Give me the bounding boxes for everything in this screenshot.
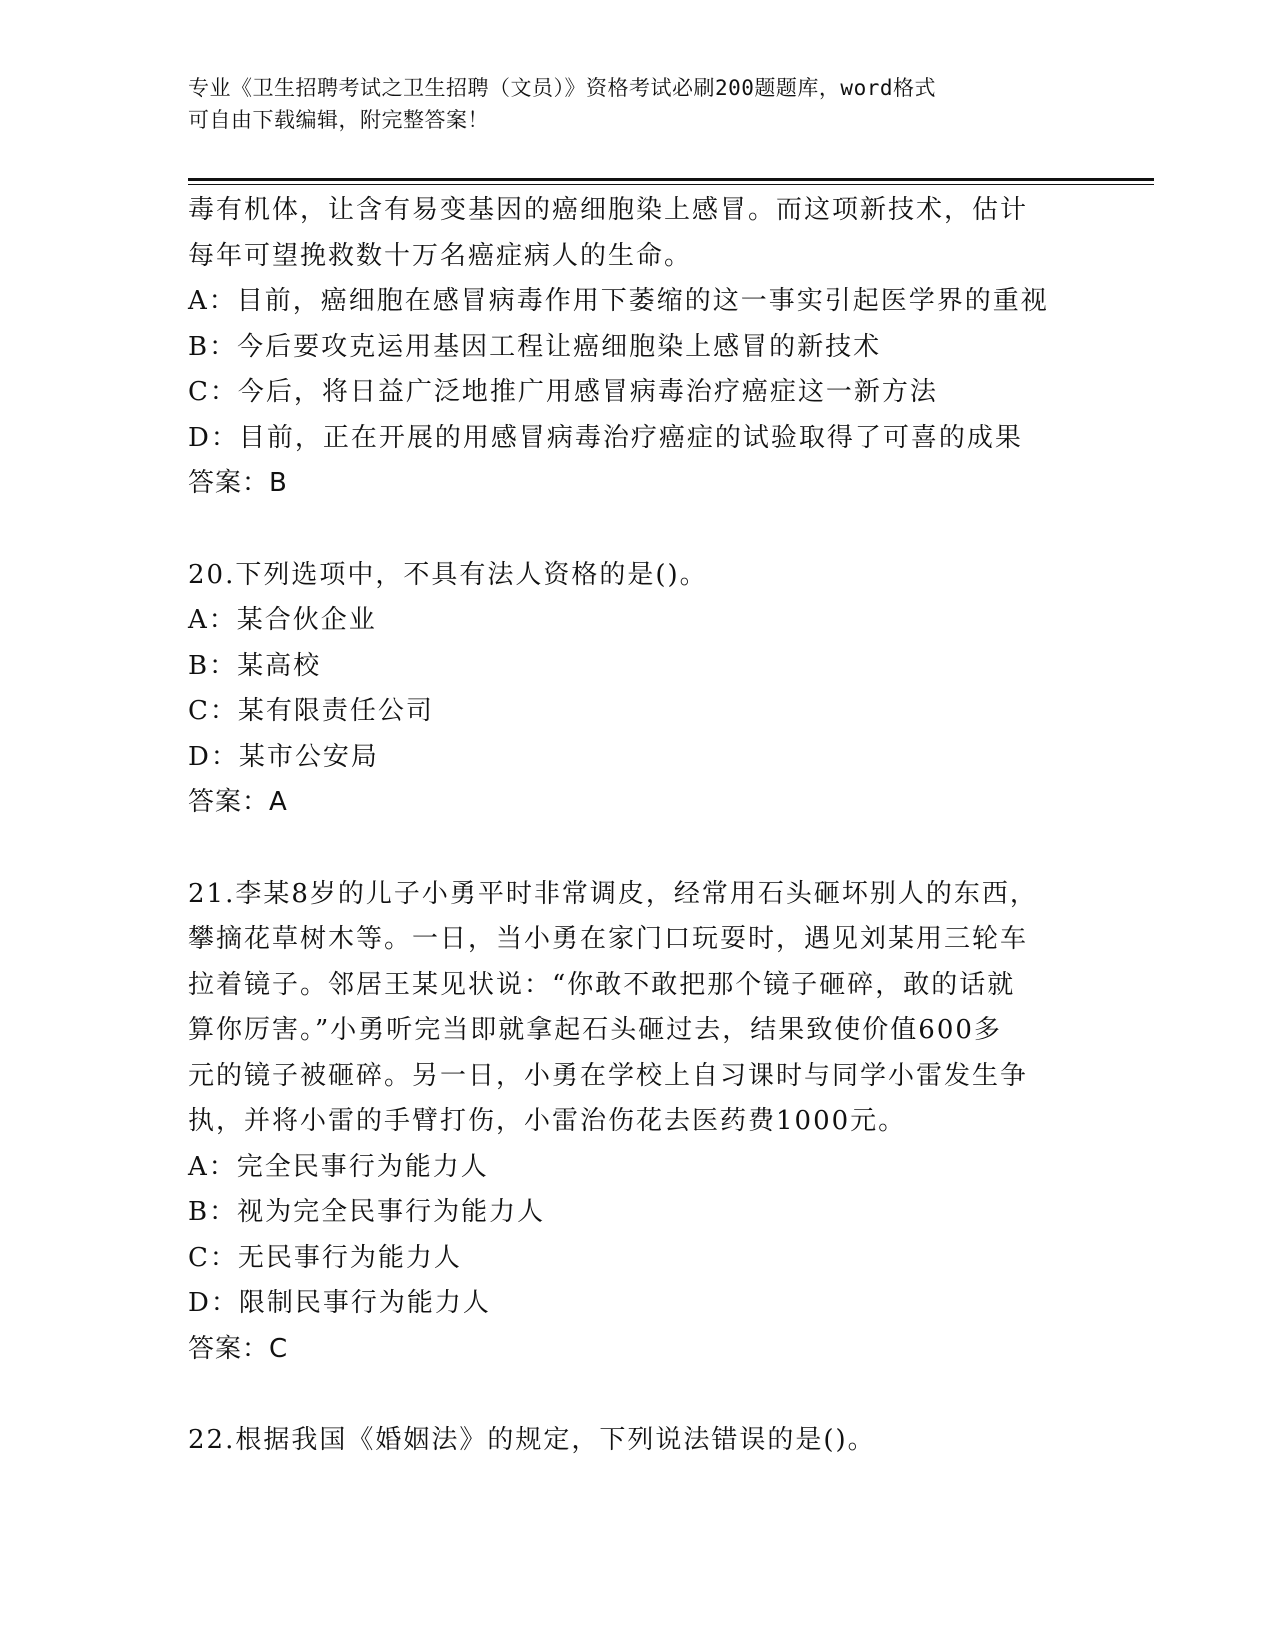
q21-stem-line: 拉着镜子。邻居王某见状说：“你敢不敢把那个镜子砸碎，敢的话就 <box>188 969 1016 1000</box>
q21-stem-line: 执，并将小雷的手臂打伤，小雷治伤花去医药费1000元。 <box>188 1106 907 1136</box>
q19-answer: 答案：B <box>188 468 288 498</box>
q20-option-a: A：某合伙企业 <box>188 605 377 635</box>
q20-option-c: C：某有限责任公司 <box>188 696 434 726</box>
q20-option-b: B：某高校 <box>188 650 322 681</box>
spacer <box>188 826 1088 872</box>
header-title-line-1: 专业《卫生招聘考试之卫生招聘（文员）》资格考试必刷200题题库，word格式 <box>188 76 936 100</box>
q19-option-a: A：目前，癌细胞在感冒病毒作用下萎缩的这一事实引起医学界的重视 <box>188 286 1049 316</box>
document-body <box>188 188 1088 1464</box>
q21-stem-line: 攀摘花草树木等。一日，当小勇在家门口玩耍时，遇见刘某用三轮车 <box>188 924 1029 954</box>
spacer <box>188 1372 1088 1418</box>
q19-option-d: D：目前，正在开展的用感冒病毒治疗癌症的试验取得了可喜的成果 <box>188 422 1023 453</box>
q22-stem: 22.根据我国《婚姻法》的规定，下列说法错误的是()。 <box>188 1425 876 1455</box>
passage-line: 每年可望挽救数十万名癌症病人的生命。 <box>188 240 693 271</box>
q21-option-d: D：限制民事行为能力人 <box>188 1288 491 1318</box>
header-divider-thin <box>188 184 1154 185</box>
header-title-line-2: 可自由下载编辑，附完整答案！ <box>188 108 489 132</box>
q21-option-b: B：视为完全民事行为能力人 <box>188 1197 546 1227</box>
q21-option-c: C：无民事行为能力人 <box>188 1242 462 1273</box>
q21-stem-line: 21.李某8岁的儿子小勇平时非常调皮，经常用石头砸坏别人的东西， <box>188 878 1038 909</box>
q20-stem: 20.下列选项中，不具有法人资格的是()。 <box>188 559 708 590</box>
spacer <box>188 507 1088 553</box>
q19-option-b: B：今后要攻克运用基因工程让癌细胞染上感冒的新技术 <box>188 331 882 362</box>
q20-answer: 答案：A <box>188 787 288 817</box>
q20-option-d: D：某市公安局 <box>188 741 379 772</box>
header-divider-thick <box>188 178 1154 181</box>
passage-line: 毒有机体，让含有易变基因的癌细胞染上感冒。而这项新技术，估计 <box>188 195 1029 225</box>
q21-stem-line: 算你厉害。”小勇听完当即就拿起石头砸过去，结果致使价值600多 <box>188 1015 1002 1045</box>
document-header <box>188 72 1088 136</box>
q21-stem-line: 元的镜子被砸碎。另一日，小勇在学校上自习课时与同学小雷发生争 <box>188 1060 1029 1091</box>
q19-option-c: C：今后，将日益广泛地推广用感冒病毒治疗癌症这一新方法 <box>188 377 938 407</box>
q21-answer: 答案：C <box>188 1333 289 1364</box>
q21-option-a: A：完全民事行为能力人 <box>188 1151 489 1182</box>
